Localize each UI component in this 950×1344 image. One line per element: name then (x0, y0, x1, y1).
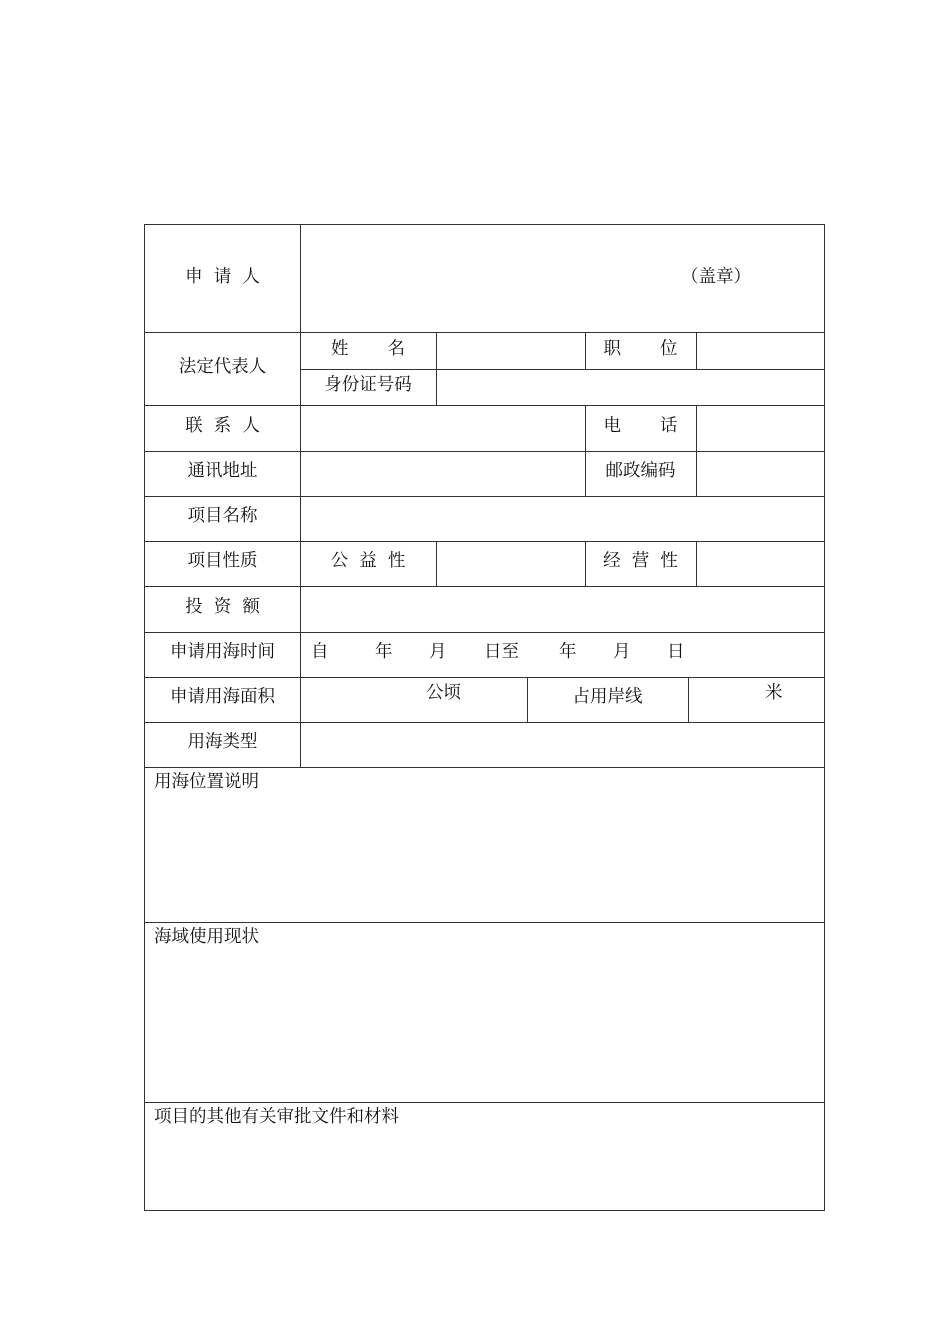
applicant-label: 申 请 人 (185, 267, 260, 287)
date-from: 自 (311, 642, 329, 662)
sea-use-time-label: 申请用海时间 (170, 642, 275, 662)
row-divider (145, 922, 824, 923)
date-month-2: 月 (613, 642, 631, 662)
sea-use-type-label: 用海类型 (187, 732, 258, 752)
commercial-label: 经 营 性 (603, 551, 678, 571)
area-unit-hectare: 公顷 (426, 683, 461, 703)
row-divider (145, 722, 824, 723)
position-label: 职 位 (603, 339, 678, 359)
column-divider (696, 405, 697, 496)
phone-label: 电 话 (603, 416, 678, 436)
date-year-2: 年 (559, 642, 577, 662)
column-divider (436, 541, 437, 586)
project-name-label: 项目名称 (187, 506, 258, 526)
column-divider (696, 332, 697, 369)
row-divider (145, 451, 824, 452)
row-divider (145, 332, 824, 333)
contact-label: 联 系 人 (185, 416, 260, 436)
label-column-divider (300, 225, 301, 767)
other-documents-label: 项目的其他有关审批文件和材料 (154, 1107, 399, 1127)
sea-use-area-label: 申请用海面积 (170, 687, 275, 707)
row-divider (145, 632, 824, 633)
date-day-2: 日 (667, 642, 685, 662)
column-divider (688, 677, 689, 722)
public-welfare-label: 公 益 性 (330, 551, 406, 571)
row-divider (145, 541, 824, 542)
date-month-1: 月 (429, 642, 447, 662)
date-year-1: 年 (375, 642, 393, 662)
legal-rep-label: 法定代表人 (178, 357, 267, 377)
column-divider (436, 332, 437, 405)
date-day-to: 日至 (484, 642, 519, 662)
investment-label: 投 资 额 (185, 597, 260, 617)
coastline-label: 占用岸线 (572, 687, 643, 707)
row-divider (145, 1102, 824, 1103)
column-divider (696, 541, 697, 586)
seal-note: （盖章） (681, 267, 751, 287)
id-number-label: 身份证号码 (324, 375, 412, 395)
row-divider (145, 677, 824, 678)
name-label: 姓 名 (331, 339, 405, 359)
address-label: 通讯地址 (187, 461, 258, 481)
row-divider (145, 405, 824, 406)
sea-use-application-form (144, 224, 825, 1211)
project-nature-label: 项目性质 (187, 551, 258, 571)
location-description-label: 用海位置说明 (154, 772, 259, 792)
row-divider (300, 369, 824, 370)
length-unit-meter: 米 (765, 683, 783, 703)
row-divider (145, 767, 824, 768)
postcode-label: 邮政编码 (605, 461, 676, 481)
current-status-label: 海域使用现状 (154, 927, 259, 947)
row-divider (145, 496, 824, 497)
row-divider (145, 586, 824, 587)
